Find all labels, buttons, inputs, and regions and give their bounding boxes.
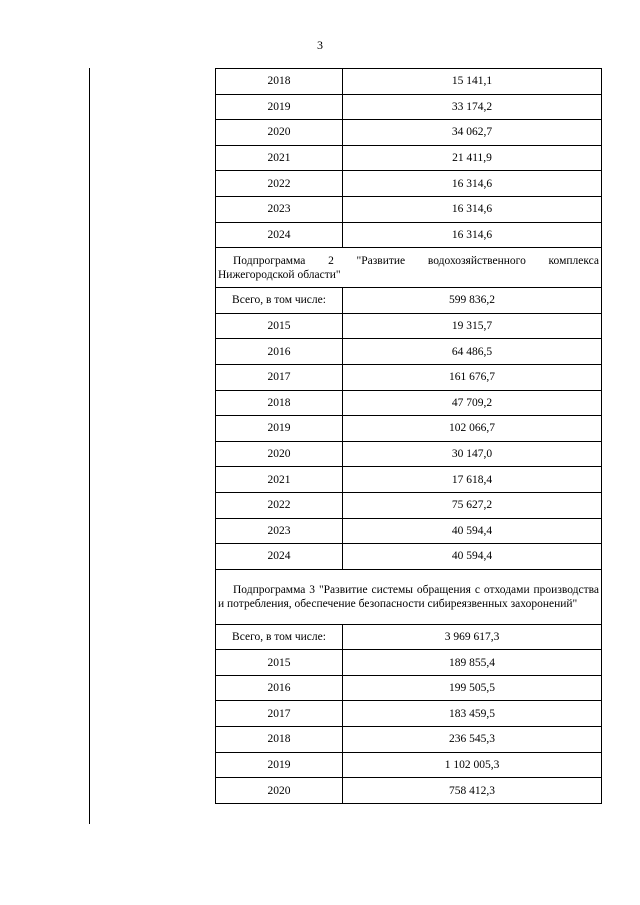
funding-table-body xyxy=(216,69,602,804)
table-row xyxy=(216,675,602,701)
amount-cell: 33 174,2 xyxy=(343,94,602,120)
year-cell: 2023 xyxy=(216,196,343,222)
table-row xyxy=(216,120,602,146)
table-row xyxy=(216,416,602,442)
year-cell: 2018 xyxy=(216,69,343,95)
table-row xyxy=(216,171,602,197)
amount-cell: 34 062,7 xyxy=(343,120,602,146)
year-cell: 2024 xyxy=(216,222,343,248)
left-margin-rule xyxy=(89,68,90,824)
amount-cell: 16 314,6 xyxy=(343,171,602,197)
year-cell: 2019 xyxy=(216,416,343,442)
amount-cell: 1 102 005,3 xyxy=(343,752,602,778)
year-cell: 2019 xyxy=(216,752,343,778)
table-row xyxy=(216,752,602,778)
amount-cell: 64 486,5 xyxy=(343,339,602,365)
table-row xyxy=(216,94,602,120)
year-cell: 2017 xyxy=(216,364,343,390)
year-cell: 2015 xyxy=(216,313,343,339)
year-cell: 2021 xyxy=(216,145,343,171)
year-cell: 2023 xyxy=(216,518,343,544)
year-cell: 2018 xyxy=(216,390,343,416)
year-cell: 2019 xyxy=(216,94,343,120)
amount-cell: 599 836,2 xyxy=(343,288,602,314)
amount-cell: 189 855,4 xyxy=(343,650,602,676)
amount-cell: 30 147,0 xyxy=(343,441,602,467)
amount-cell: 40 594,4 xyxy=(343,518,602,544)
table-row xyxy=(216,727,602,753)
amount-cell: 21 411,9 xyxy=(343,145,602,171)
year-cell: 2020 xyxy=(216,441,343,467)
amount-cell: 183 459,5 xyxy=(343,701,602,727)
table-row xyxy=(216,390,602,416)
table-row xyxy=(216,145,602,171)
year-cell: 2015 xyxy=(216,650,343,676)
amount-cell: 40 594,4 xyxy=(343,544,602,570)
table-row xyxy=(216,288,602,314)
table-row xyxy=(216,701,602,727)
amount-cell: 236 545,3 xyxy=(343,727,602,753)
amount-cell: 17 618,4 xyxy=(343,467,602,493)
amount-cell: 3 969 617,3 xyxy=(343,624,602,650)
subprogram-title: Подпрограмма 3 "Развитие системы обращения с отходами производства и потребления, обеспечение безопасности сибиреязвенных захоронений" xyxy=(216,569,602,624)
table-row xyxy=(216,313,602,339)
table-row xyxy=(216,544,602,570)
amount-cell: 758 412,3 xyxy=(343,778,602,804)
year-cell: 2020 xyxy=(216,778,343,804)
table-row xyxy=(216,196,602,222)
amount-cell: 16 314,6 xyxy=(343,222,602,248)
subprogram-header-row xyxy=(216,569,602,624)
amount-cell: 199 505,5 xyxy=(343,675,602,701)
table-row xyxy=(216,222,602,248)
amount-cell: 75 627,2 xyxy=(343,492,602,518)
year-cell: 2016 xyxy=(216,675,343,701)
amount-cell: 19 315,7 xyxy=(343,313,602,339)
funding-table xyxy=(215,68,602,804)
year-cell: 2024 xyxy=(216,544,343,570)
amount-cell: 16 314,6 xyxy=(343,196,602,222)
amount-cell: 161 676,7 xyxy=(343,364,602,390)
table-row xyxy=(216,69,602,95)
year-cell: 2021 xyxy=(216,467,343,493)
page-number: 3 xyxy=(317,38,323,52)
year-cell: 2022 xyxy=(216,492,343,518)
year-cell: 2020 xyxy=(216,120,343,146)
table-row xyxy=(216,441,602,467)
table-row xyxy=(216,339,602,365)
year-cell: 2017 xyxy=(216,701,343,727)
table-row xyxy=(216,518,602,544)
table-row xyxy=(216,492,602,518)
amount-cell: 102 066,7 xyxy=(343,416,602,442)
table-row xyxy=(216,624,602,650)
year-cell: Всего, в том числе: xyxy=(216,288,343,314)
year-cell: 2018 xyxy=(216,727,343,753)
table-row xyxy=(216,467,602,493)
subprogram-header-row xyxy=(216,248,602,288)
table-row xyxy=(216,650,602,676)
year-cell: Всего, в том числе: xyxy=(216,624,343,650)
amount-cell: 47 709,2 xyxy=(343,390,602,416)
table-row xyxy=(216,364,602,390)
year-cell: 2022 xyxy=(216,171,343,197)
year-cell: 2016 xyxy=(216,339,343,365)
subprogram-title: Подпрограмма 2 "Развитие водохозяйственного комплекса Нижегородской области" xyxy=(216,248,602,288)
table-row xyxy=(216,778,602,804)
amount-cell: 15 141,1 xyxy=(343,69,602,95)
